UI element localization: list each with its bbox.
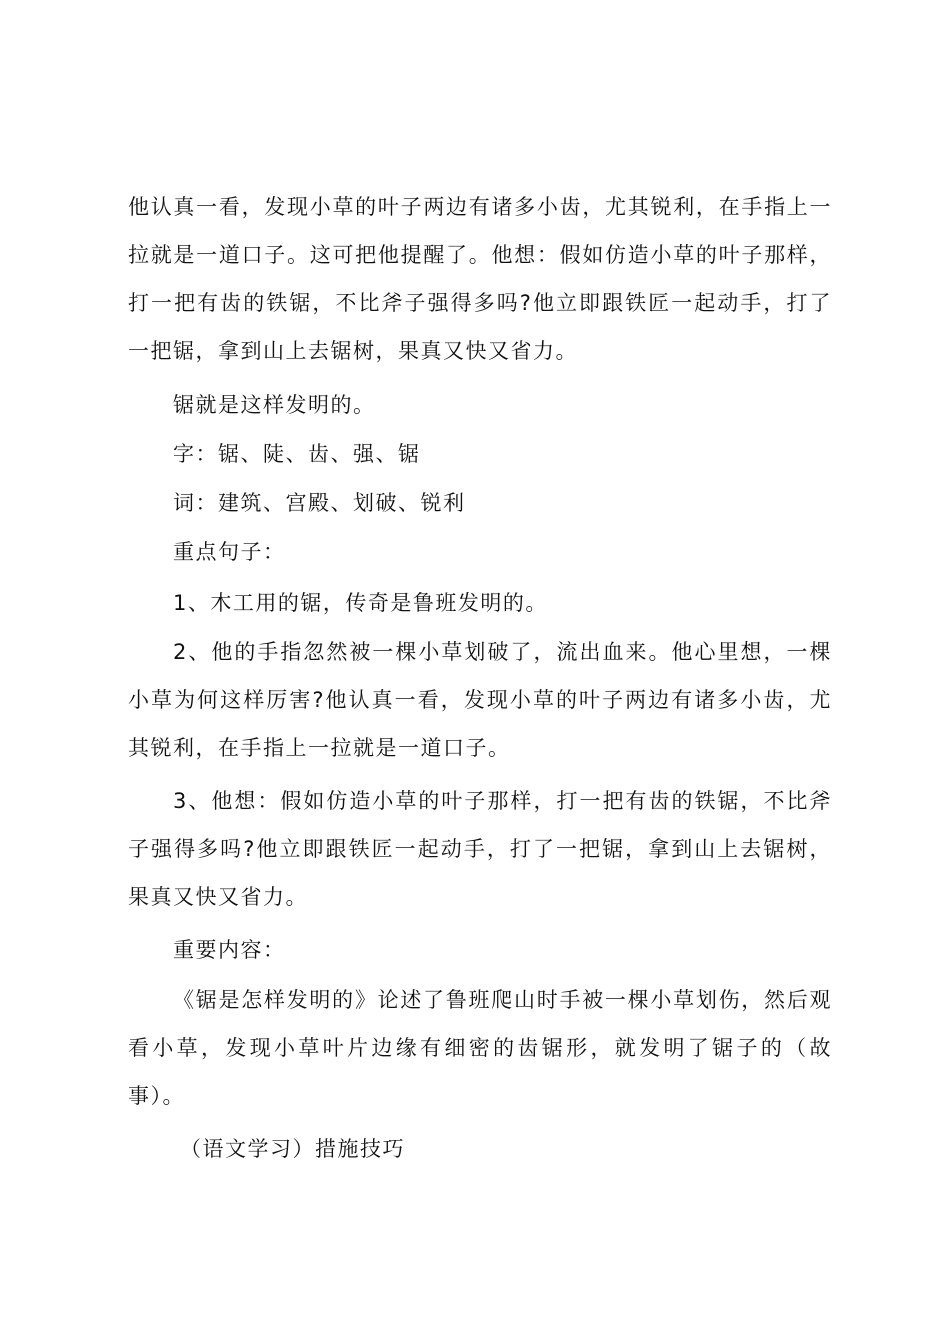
heading-main-content: 重要内容： bbox=[173, 938, 286, 962]
section-title-learning-tips: （语文学习）措施技巧 bbox=[180, 1137, 405, 1161]
paragraph-story-continuation: 他认真一看，发现小草的叶子两边有诸多小齿，尤其锐利，在手指上一拉就是一道口子。这可把他提醒了。他想：假如仿造小草的叶子那样，打一把有齿的铁锯，不比斧子强得多吗?他立即跟铁匠一起动手，打了一把锯，拿到山上去锯树，果真又快又省力。 bbox=[128, 195, 832, 363]
key-sentence-1: 1、木工用的锯，传奇是鲁班发明的。 bbox=[173, 591, 548, 615]
heading-key-sentences: 重点句子： bbox=[173, 540, 286, 564]
paragraph-words: 词：建筑、宫殿、划破、锐利 bbox=[173, 491, 466, 515]
paragraph-characters: 字：锯、陡、齿、强、锯 bbox=[173, 442, 421, 466]
key-sentence-3: 3、他想：假如仿造小草的叶子那样，打一把有齿的铁锯，不比斧子强得多吗?他立即跟铁匠一起动手，打了一把锯，拿到山上去锯树，果真又快又省力。 bbox=[128, 789, 832, 909]
paragraph-invention-conclusion: 锯就是这样发明的。 bbox=[173, 393, 376, 417]
key-sentence-2: 2、他的手指忽然被一棵小草划破了，流出血来。他心里想，一棵小草为何这样厉害?他认真一看，发现小草的叶子两边有诸多小齿，尤其锐利，在手指上一拉就是一道口子。 bbox=[128, 640, 832, 760]
paragraph-main-content: 《锯是怎样发明的》论述了鲁班爬山时手被一棵小草划伤，然后观看小草，发现小草叶片边缘有细密的齿锯形，就发明了锯子的（故事）。 bbox=[128, 988, 832, 1108]
